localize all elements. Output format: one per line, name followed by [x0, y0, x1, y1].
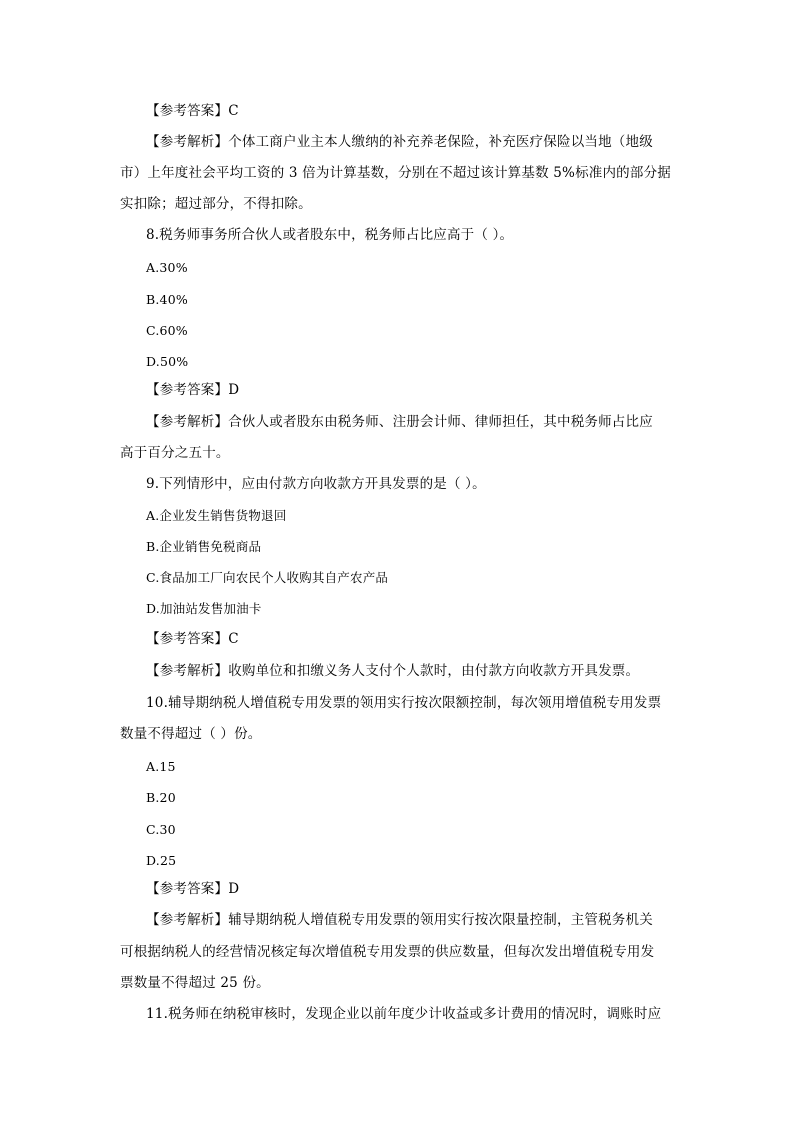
- q8-analysis-line-2: 高于百分之五十。: [120, 445, 230, 461]
- q9-option-c: C.食品加工厂向农民个人收购其自产农产品: [146, 570, 389, 585]
- q10-answer: 【参考答案】D: [146, 881, 240, 897]
- q10-question-line-2: 数量不得超过（ ）份。: [120, 726, 262, 742]
- q8-option-b: B.40%: [146, 292, 188, 307]
- q7-analysis-line-2: 市）上年度社会平均工资的 3 倍为计算基数，分别在不超过该计算基数 5%标准内的部分据: [120, 165, 671, 181]
- q8-option-d: D.50%: [146, 354, 189, 369]
- q10-option-d: D.25: [146, 853, 177, 868]
- q7-answer: 【参考答案】C: [146, 103, 239, 119]
- q10-option-c: C.30: [146, 822, 176, 837]
- q8-question: 8.税务师事务所合伙人或者股东中，税务师占比应高于（ ）。: [146, 227, 514, 243]
- q9-option-a: A.企业发生销售货物退回: [146, 508, 287, 523]
- q8-answer: 【参考答案】D: [146, 382, 240, 398]
- q11-question-line-1: 11.税务师在纳税审核时，发现企业以前年度少计收益或多计费用的情况时，调账时应: [146, 1006, 662, 1022]
- q9-option-b: B.企业销售免税商品: [146, 539, 262, 554]
- q10-option-b: B.20: [146, 790, 176, 805]
- q9-option-d: D.加油站发售加油卡: [146, 601, 262, 616]
- q10-analysis-line-1: 【参考解析】辅导期纳税人增值税专用发票的领用实行按次限量控制，主管税务机关: [146, 912, 653, 928]
- q9-question: 9.下列情形中，应由付款方向收款方开具发票的是（ ）。: [146, 476, 486, 492]
- q8-analysis-line-1: 【参考解析】合伙人或者股东由税务师、注册会计师、律师担任，其中税务师占比应: [146, 414, 653, 430]
- q8-option-a: A.30%: [146, 260, 188, 275]
- q9-analysis-line-1: 【参考解析】收购单位和扣缴义务人支付个人款时，由付款方向收款方开具发票。: [146, 663, 640, 679]
- q10-question-line-1: 10.辅导期纳税人增值税专用发票的领用实行按次限额控制，每次领用增值税专用发票: [146, 695, 662, 711]
- q8-option-c: C.60%: [146, 323, 188, 338]
- q10-analysis-line-3: 票数量不得超过 25 份。: [120, 975, 270, 991]
- q9-answer: 【参考答案】C: [146, 631, 239, 647]
- q10-option-a: A.15: [146, 759, 176, 774]
- q10-analysis-line-2: 可根据纳税人的经营情况核定每次增值税专用发票的供应数量，但每次发出增值税专用发: [120, 944, 655, 960]
- q7-analysis-line-1: 【参考解析】个体工商户业主本人缴纳的补充养老保险，补充医疗保险以当地（地级: [146, 134, 653, 150]
- q7-analysis-line-3: 实扣除；超过部分，不得扣除。: [120, 196, 312, 212]
